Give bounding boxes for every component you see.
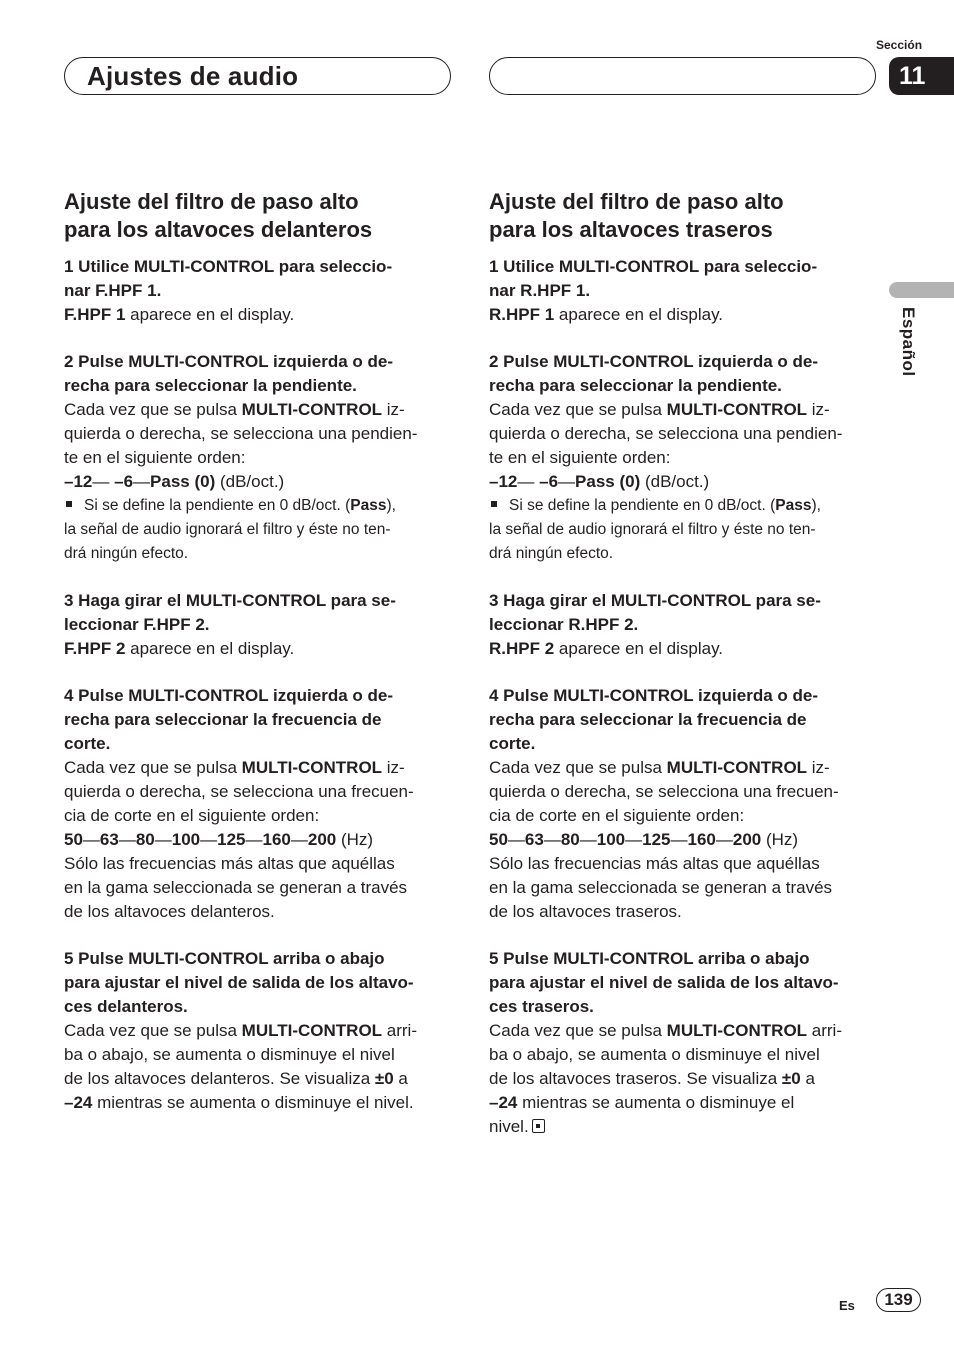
step-2-heading-cont: recha para seleccionar la pendiente. <box>64 376 357 395</box>
frequency-unit: (Hz) <box>761 830 799 849</box>
step-4-body-line: quierda o derecha, se selecciona una frecuen- <box>489 782 839 801</box>
frequency-sequence <box>489 828 879 852</box>
step-4-body-line: de los altavoces traseros. <box>489 902 682 921</box>
frequency-value: 125 <box>642 830 671 849</box>
step-2-body-line: quierda o derecha, se selecciona una pendien- <box>489 424 843 443</box>
right-section-title <box>489 188 879 244</box>
frequency-value: 50 <box>64 830 83 849</box>
step-4-body-line: quierda o derecha, se selecciona una frecuen- <box>64 782 414 801</box>
step-4-body-line: en la gama seleccionada se generan a través <box>64 878 408 897</box>
step-3-heading-cont: leccionar F.HPF 2. <box>64 615 210 634</box>
frequency-separator: — <box>625 830 643 849</box>
frequency-value: 125 <box>217 830 246 849</box>
step-5-body-line: Cada vez que se pulsa MULTI-CONTROL arri- <box>489 1021 842 1040</box>
step-5-heading-cont: para ajustar el nivel de salida de los altavo- <box>64 973 414 992</box>
step-5-body-line: –24 mientras se aumenta o disminuye el nivel. <box>64 1093 414 1112</box>
step-1-heading: 1 Utilice MULTI-CONTROL para seleccio- <box>64 257 393 276</box>
right-title-line-1: Ajuste del filtro de paso alto <box>489 189 784 214</box>
page-number: 139 <box>876 1288 921 1312</box>
step-2-body-line: te en el siguiente orden: <box>489 448 671 467</box>
step-1-heading: 1 Utilice MULTI-CONTROL para seleccio- <box>489 257 818 276</box>
step-4-body-line: Sólo las frecuencias más altas que aquéllas <box>64 854 395 873</box>
frequency-separator: — <box>543 830 561 849</box>
section-number-tab: 11 <box>889 57 954 95</box>
step-3-heading: 3 Haga girar el MULTI-CONTROL para se- <box>64 591 396 610</box>
bullet-note-cont: la señal de audio ignorará el filtro y éste no ten- <box>489 521 816 538</box>
step-4-heading-cont: corte. <box>489 734 536 753</box>
step-2-body-line: Cada vez que se pulsa MULTI-CONTROL iz- <box>489 400 830 419</box>
bullet-square-icon <box>66 501 72 507</box>
step-4-body-line: cia de corte en el siguiente orden: <box>489 806 745 825</box>
frequency-value: 80 <box>135 830 155 849</box>
frequency-separator: — <box>118 830 136 849</box>
step-1-heading-cont: nar R.HPF 1. <box>489 281 591 300</box>
frequency-value: 160 <box>687 830 716 849</box>
frequency-separator: — <box>579 830 597 849</box>
frequency-separator: — <box>507 830 525 849</box>
step-3-body: R.HPF 2 aparece en el display. <box>489 639 724 658</box>
frequency-value: 200 <box>732 830 762 849</box>
step-4-heading: 4 Pulse MULTI-CONTROL izquierda o de- <box>64 686 394 705</box>
step-1-body: F.HPF 1 aparece en el display. <box>64 305 295 324</box>
step-5-body-line: nivel. <box>489 1115 879 1139</box>
frequency-value: 80 <box>560 830 580 849</box>
footer-language-code: Es <box>839 1298 855 1313</box>
step-4-heading-cont: corte. <box>64 734 111 753</box>
step-5-body-line: Cada vez que se pulsa MULTI-CONTROL arri- <box>64 1021 417 1040</box>
left-title-line-1: Ajuste del filtro de paso alto <box>64 189 359 214</box>
frequency-value: 50 <box>489 830 508 849</box>
step-2-heading: 2 Pulse MULTI-CONTROL izquierda o de- <box>489 352 819 371</box>
step-5-body-line: –24 mientras se aumenta o disminuye el <box>489 1093 795 1112</box>
language-tab-label: Español <box>899 307 918 377</box>
right-column <box>489 188 879 1139</box>
step-5-body-line: ba o abajo, se aumenta o disminuye el nivel <box>64 1045 395 1064</box>
step-3-body: F.HPF 2 aparece en el display. <box>64 639 295 658</box>
bullet-note: Si se define la pendiente en 0 dB/oct. (Pass), <box>64 494 454 518</box>
frequency-separator: — <box>715 830 733 849</box>
step-4-body-line: cia de corte en el siguiente orden: <box>64 806 320 825</box>
frequency-separator: — <box>82 830 100 849</box>
step-5-heading-cont: ces traseros. <box>489 997 594 1016</box>
chapter-title: Ajustes de audio <box>87 61 299 91</box>
step-5-heading-cont: para ajustar el nivel de salida de los altavo- <box>489 973 839 992</box>
step-1-body: R.HPF 1 aparece en el display. <box>489 305 724 324</box>
end-of-section-icon <box>532 1119 545 1133</box>
step-5-body-line: de los altavoces delanteros. Se visualiza ±0 a <box>64 1069 408 1088</box>
step-3-heading-cont: leccionar R.HPF 2. <box>489 615 639 634</box>
step-5-heading: 5 Pulse MULTI-CONTROL arriba o abajo <box>64 949 385 968</box>
slope-sequence: –12— –6—Pass (0) (dB/oct.) <box>489 472 710 491</box>
bullet-note: Si se define la pendiente en 0 dB/oct. (Pass), <box>489 494 879 518</box>
step-4-body-line: Cada vez que se pulsa MULTI-CONTROL iz- <box>489 758 830 777</box>
frequency-separator: — <box>154 830 172 849</box>
step-2-body-line: Cada vez que se pulsa MULTI-CONTROL iz- <box>64 400 405 419</box>
step-4-body-line: Sólo las frecuencias más altas que aquéllas <box>489 854 820 873</box>
step-1-heading-cont: nar F.HPF 1. <box>64 281 162 300</box>
step-2-body-line: te en el siguiente orden: <box>64 448 246 467</box>
frequency-separator: — <box>200 830 218 849</box>
chapter-title-frame <box>64 57 451 95</box>
frequency-sequence <box>64 828 454 852</box>
step-4-body-line: de los altavoces delanteros. <box>64 902 275 921</box>
step-4-heading-cont: recha para seleccionar la frecuencia de <box>64 710 382 729</box>
step-4-body-line: Cada vez que se pulsa MULTI-CONTROL iz- <box>64 758 405 777</box>
step-2-heading: 2 Pulse MULTI-CONTROL izquierda o de- <box>64 352 394 371</box>
frequency-value: 100 <box>596 830 626 849</box>
bullet-square-icon <box>491 501 497 507</box>
step-2-heading-cont: recha para seleccionar la pendiente. <box>489 376 782 395</box>
frequency-separator: — <box>245 830 263 849</box>
frequency-value: 160 <box>262 830 291 849</box>
frequency-value: 63 <box>524 830 544 849</box>
bullet-note-cont: drá ningún efecto. <box>64 545 189 562</box>
frequency-unit: (Hz) <box>336 830 374 849</box>
header-blank-frame <box>489 57 876 95</box>
frequency-separator: — <box>290 830 308 849</box>
step-5-body-line: ba o abajo, se aumenta o disminuye el nivel <box>489 1045 820 1064</box>
frequency-value: 63 <box>99 830 119 849</box>
slope-sequence: –12— –6—Pass (0) (dB/oct.) <box>64 472 285 491</box>
left-column <box>64 188 454 1115</box>
step-5-body-line: de los altavoces traseros. Se visualiza ±0 a <box>489 1069 815 1088</box>
step-2-body-line: quierda o derecha, se selecciona una pendien- <box>64 424 418 443</box>
language-tab-marker <box>889 282 954 298</box>
frequency-separator: — <box>670 830 688 849</box>
right-title-line-2: para los altavoces traseros <box>489 217 773 242</box>
left-section-title <box>64 188 454 244</box>
step-3-heading: 3 Haga girar el MULTI-CONTROL para se- <box>489 591 821 610</box>
frequency-value: 200 <box>307 830 337 849</box>
step-4-heading: 4 Pulse MULTI-CONTROL izquierda o de- <box>489 686 819 705</box>
frequency-value: 100 <box>171 830 201 849</box>
step-5-heading-cont: ces delanteros. <box>64 997 188 1016</box>
bullet-note-cont: drá ningún efecto. <box>489 545 614 562</box>
step-5-heading: 5 Pulse MULTI-CONTROL arriba o abajo <box>489 949 810 968</box>
step-4-heading-cont: recha para seleccionar la frecuencia de <box>489 710 807 729</box>
step-4-body-line: en la gama seleccionada se generan a través <box>489 878 833 897</box>
section-label: Sección <box>876 38 923 52</box>
bullet-note-cont: la señal de audio ignorará el filtro y éste no ten- <box>64 521 391 538</box>
left-title-line-2: para los altavoces delanteros <box>64 217 373 242</box>
